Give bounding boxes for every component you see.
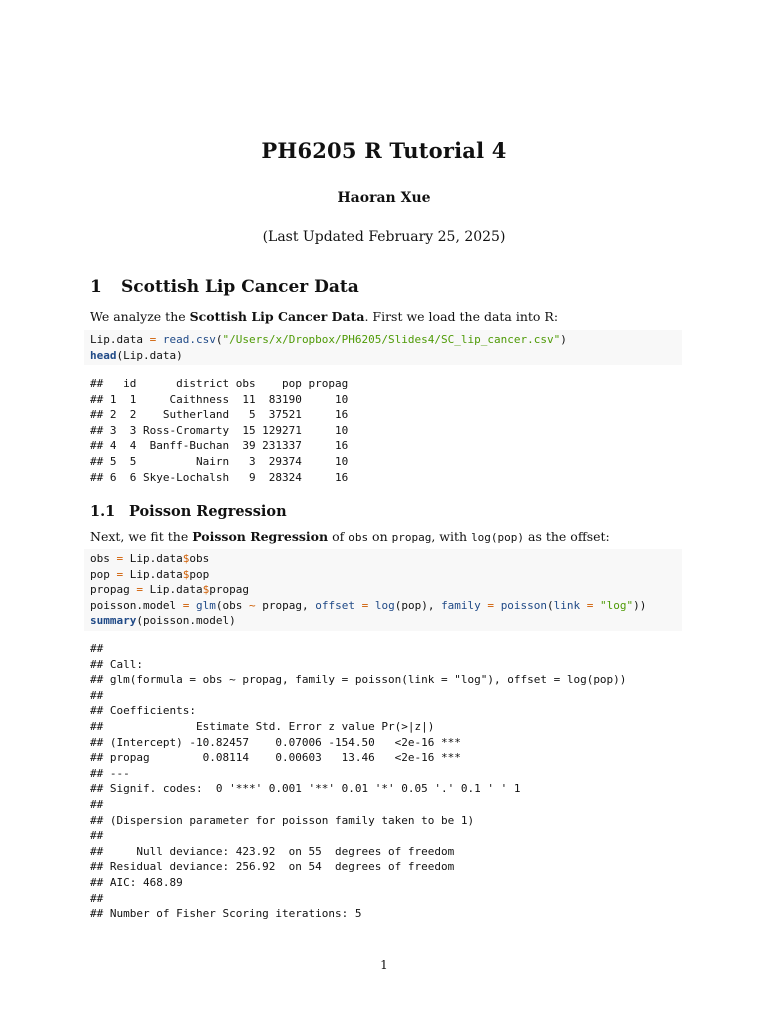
code-token: obs [189,552,210,565]
output-line: ## 3 3 Ross-Cromarty 15 129271 10 [90,423,349,437]
output-line: ## [90,797,104,811]
code-token: read.csv [162,333,216,346]
code-token: = [480,598,501,612]
intro-bold: Poisson Regression [192,529,329,544]
code-token: = [176,598,196,612]
code-token: = [142,333,163,346]
output-line: ## propag 0.08114 0.00603 13.46 <2e-16 *** [90,751,461,765]
output-line: ## Null deviance: 423.92 on 55 degrees of freedom [90,844,455,858]
code-token: = [354,598,375,612]
output-line: ## 1 1 Caithness 11 83190 10 [90,392,349,406]
code-token: glm [195,598,216,612]
code-token: Lip.data [90,333,143,346]
output-line: ## Coefficients: [90,704,196,718]
code-token: offset [315,598,355,612]
code-token: Lip.data [149,583,203,597]
intro-bold: Scottish Lip Cancer Data [189,309,365,324]
code-token: Lip.data [129,567,183,581]
section-1-intro [90,309,558,324]
code-token: ( [547,598,554,612]
inline-code: log(pop) [471,531,525,544]
output-line: ## (Dispersion parameter for poisson family taken to be 1) [90,813,475,827]
intro-text: We analyze the [90,309,190,324]
code-token: poisson.model [90,598,177,612]
section-number: 1 [90,277,102,297]
output-line: ## glm(formula = obs ~ propag, family = poisson(link = "log"), offset = log(pop)) [90,673,627,687]
section-number: 1.1 [90,503,116,520]
code-token: obs [90,552,110,565]
document-title: PH6205 R Tutorial 4 [261,138,507,163]
code-block-poisson [84,549,682,631]
section-1-1-intro [90,529,610,544]
code-token: ( [215,333,223,346]
document-author: Haoran Xue [337,190,431,206]
output-line: ## 6 6 Skye-Lochalsh 9 28324 16 [90,470,349,484]
code-token: )) [633,598,647,612]
output-line: ## Number of Fisher Scoring iterations: 5 [90,907,362,921]
inline-code: propag [391,531,432,544]
document-date: (Last Updated February 25, 2025) [262,229,506,245]
output-line: ## 4 4 Banff-Buchan 39 231337 16 [90,439,349,453]
output-head-data [90,376,348,485]
code-token: (poisson.model) [136,614,236,628]
intro-text-end: . First we load the data into R: [364,309,559,324]
code-token: head [90,348,117,362]
code-token: $ [202,583,210,597]
code-token: (Lip.data) [116,348,183,362]
code-token: propag [209,583,249,597]
code-token: ~ [248,598,256,612]
output-line: ## --- [90,766,130,780]
code-token: pop [189,567,210,581]
page-number: 1 [380,958,388,972]
section-title: Scottish Lip Cancer Data [121,277,359,297]
code-token: pop [90,567,110,581]
output-line: ## Signif. codes: 0 '***' 0.001 '**' 0.01 '*' 0.05 '.' 0.1 ' ' 1 [90,782,521,796]
output-line: ## id district obs pop propag [90,377,349,390]
output-line: ## AIC: 468.89 [90,875,183,889]
section-title: Poisson Regression [129,503,287,520]
intro-text-end: as the offset: [524,529,610,544]
code-token: summary [90,614,137,628]
code-token: = [580,598,601,612]
code-token: ) [560,333,567,346]
code-token: log [374,598,395,612]
intro-text: Next, we fit the [90,529,193,544]
code-token: = [129,583,150,597]
inline-code: obs [348,531,369,544]
output-poisson-summary [90,641,626,922]
code-token: propag, [255,598,316,612]
code-token: Lip.data [129,552,183,565]
code-token: link [553,598,581,612]
output-line: ## [90,642,104,655]
intro-text: on [368,529,392,544]
output-line: ## Estimate Std. Error z value Pr(>|z|) [90,719,435,733]
output-line: ## Call: [90,657,143,671]
code-token: poisson [500,598,548,612]
code-token: family [441,598,481,612]
code-token: (obs [215,598,249,612]
code-token: "/Users/x/Dropbox/PH6205/Slides4/SC_lip_cancer.csv" [222,333,561,346]
output-line: ## (Intercept) -10.82457 0.07006 -154.50 <2e-16 *** [90,735,461,749]
section-heading-1-1 [90,503,287,520]
output-line: ## 2 2 Sutherland 5 37521 16 [90,408,349,422]
code-token: $ [182,552,190,565]
output-line: ## Residual deviance: 256.92 on 54 degrees of freedom [90,860,455,874]
code-token: $ [182,567,190,581]
section-heading-1 [90,277,359,297]
output-line: ## [90,688,104,702]
intro-text: of [328,529,349,544]
intro-text: , with [431,529,472,544]
output-line: ## [90,829,104,843]
output-line: ## [90,891,104,905]
output-line: ## 5 5 Nairn 3 29374 10 [90,454,349,468]
code-token: = [109,567,130,581]
code-block-load-data [84,330,682,365]
code-token: propag [90,583,130,597]
code-token: (pop), [394,598,442,612]
code-token: "log" [600,598,634,612]
code-token: = [109,552,130,565]
